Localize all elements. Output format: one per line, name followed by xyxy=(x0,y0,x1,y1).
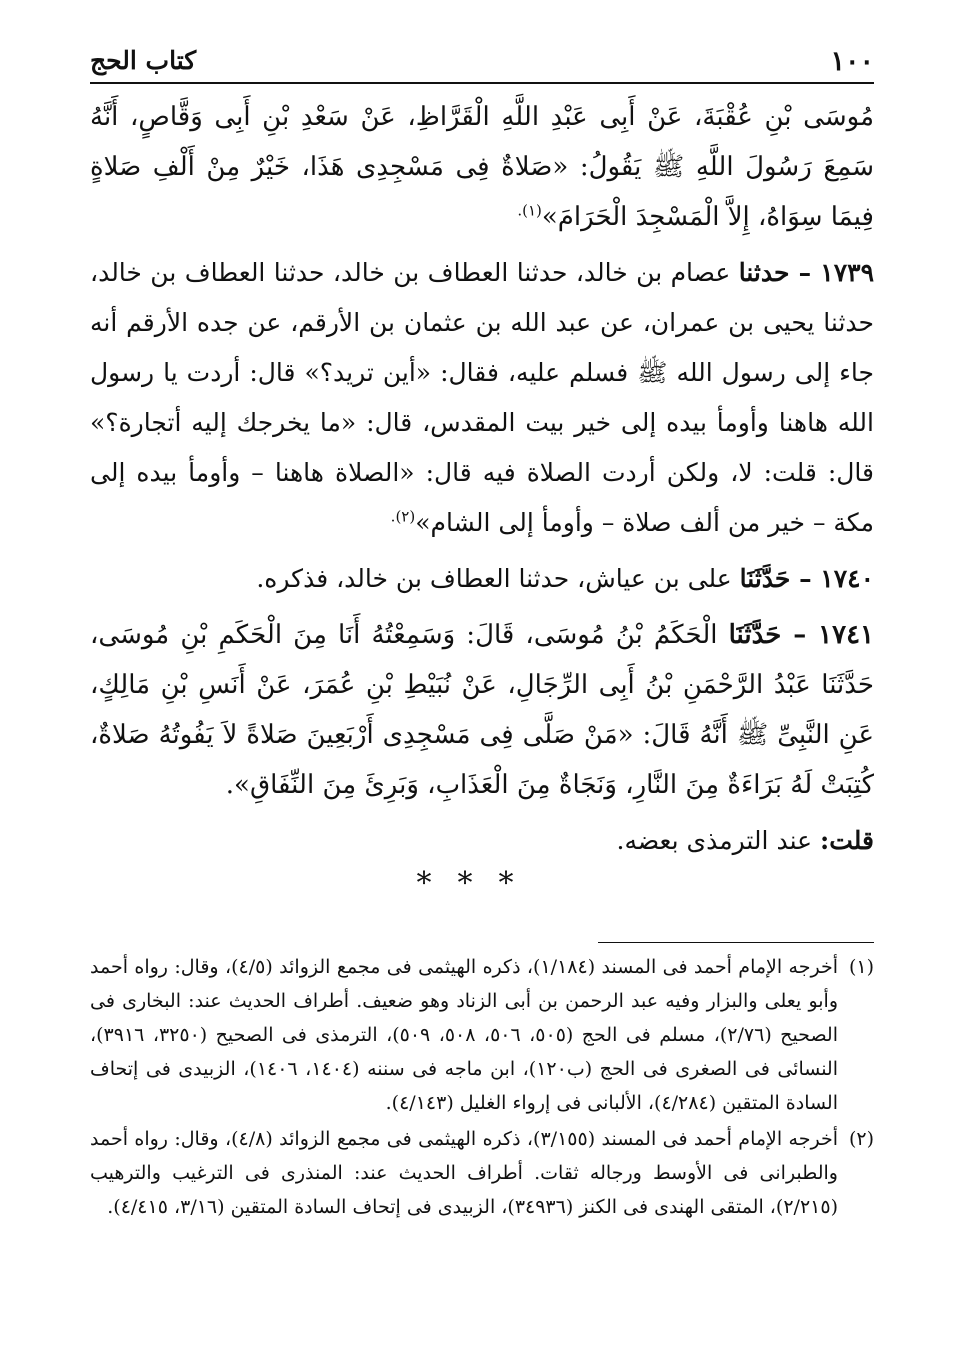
author-note xyxy=(90,816,874,866)
hadith-dash: – xyxy=(789,258,821,287)
footnote-text: أخرجه الإمام أحمد فى المسند (٣/١٥٥)، ذكره الهيثمى فى مجمع الزوائد (٤/٨)، وقال: رواه أحمد والطبرانى فى الأوسط ورجاله ثقات. أطراف الحديث عند: المنذرى فى الترغيب والترهيب (٢/٢١٥)، المتقى الهندى فى الكنز (٣٤٩٣٦)، الزبيدى فى إتحاف السادة المتقين (٣/١٦، ٤/٤١٥). xyxy=(90,1128,838,1218)
main-text xyxy=(90,92,874,866)
hadith-1740 xyxy=(90,554,874,604)
footnote-text: أخرجه الإمام أحمد فى المسند (١/١٨٤)، ذكره الهيثمى فى مجمع الزوائد (٤/٥)، وقال: رواه أحمد وأبو يعلى والبزار وفيه عبد الرحمن بن أبى الزناد وهو ضعيف. أطراف الحديث عند: البخارى فى الصحيح (٢/٧٦)، مسلم فى الحج (٥٠٥، ٥٠٦، ٥٠٨، ٥٠٩)، الترمذى فى الصحيح (٣٢٥٠، ٣٩١٦)، النسائى فى الصغرى فى الحج (ب١٢٠)، ابن ماجه فى سننه (١٤٠٤، ١٤٠٦)، الزبيدى فى إتحاف السادة المتقين (٤/٢٨٤)، الألبانى فى إرواء الغليل (٤/١٤٣). xyxy=(90,956,838,1114)
hadith-text: على بن عياش، حدثنا العطاف بن خالد، فذكره. xyxy=(256,564,740,593)
footnote-ref-2: (٢). xyxy=(390,507,416,526)
hadith-lead-word: حدثنا xyxy=(738,258,790,287)
hadith-text: عصام بن خالد، حدثنا العطاف بن خالد، حدثنا العطاف بن خالد، حدثنا يحيى بن عمران، عن عبد الله بن عثمان بن الأرقم، عن جده الأرقم أنه جاء إلى رسول الله ﷺ فسلم عليه، فقال: «أين تريد؟» قال: أردت يا رسول الله هاهنا وأومأ بيده إلى خير بيت المقدس، قال: «ما يخرجك إليه أتجارة؟» قال: قلت: لا، ولكن أردت الصلاة فيه قال: «الصلاة هاهنا – وأومأ بيده إلى مكة – خير من ألف صلاة – وأومأ إلى الشام» xyxy=(90,258,874,537)
hadith-lead-word: حَدَّثَنَا xyxy=(739,564,791,593)
hadith-1741 xyxy=(90,610,874,810)
hadith-number: ١٧٤٠ xyxy=(820,564,874,593)
footnote-divider xyxy=(598,942,874,943)
running-title: كتاب الحج xyxy=(90,46,197,75)
hadith-number: ١٧٣٩ xyxy=(820,258,874,287)
page-number: ١٠٠ xyxy=(830,46,874,77)
page-header xyxy=(90,38,874,84)
hadith-1739 xyxy=(90,248,874,548)
hadith-1738-continuation xyxy=(90,92,874,242)
hadith-number: ١٧٤١ xyxy=(818,620,874,650)
footnote-2 xyxy=(90,1122,874,1224)
note-label: قلت: xyxy=(819,826,874,855)
hadith-text: الْحَكَمُ بْنُ مُوسَى، قَالَ: وَسَمِعْتُهُ أَنَا مِنَ الْحَكَمِ بْنِ مُوسَى، حَدَّثَنَا عَبْدُ الرَّحْمَنِ بْنُ أَبِى الرِّجَالِ، عَنْ نُبَيْطِ بْنِ عُمَرَ، عَنْ أَنَسِ بْنِ مَالِكٍ، عَنِ النَّبِىِّ ﷺ أَنَّهُ قَالَ: «مَنْ صَلَّى فِى مَسْجِدِى أَرْبَعِينَ صَلاةً لاَ يَفُوتُهُ صَلاةٌ، كُتِبَتْ لَهُ بَرَاءَةٌ مِنَ النَّارِ، وَنَجَاةٌ مِنَ الْعَذَابِ، وَبَرِئَ مِنَ النِّفَاقِ». xyxy=(90,620,874,800)
footnote-ref-1: (١). xyxy=(517,201,542,220)
note-text: عند الترمذى بعضه. xyxy=(616,826,820,855)
hadith-text: مُوسَى بْنِ عُقْبَةَ، عَنْ أَبِى عَبْدِ اللَّهِ الْقَرَّاظِ، عَنْ سَعْدِ بْنِ أَبِى وَقَّاصٍ، أَنَّهُ سَمِعَ رَسُولَ اللَّهِ ﷺ يَقُولُ: «صَلاةٌ فِى مَسْجِدِى هَذَا، خَيْرٌ مِنْ أَلْفِ صَلاةٍ فِيمَا سِوَاهُ، إِلاَّ الْمَسْجِدَ الْحَرَامَ» xyxy=(90,102,874,232)
footnote-number: (١) xyxy=(848,956,874,978)
hadith-dash: – xyxy=(781,620,819,650)
footnote-number: (٢) xyxy=(848,1128,874,1150)
section-separator: *** xyxy=(416,866,540,901)
hadith-lead-word: حَدَّثَنَا xyxy=(728,620,782,650)
footnote-1 xyxy=(90,950,874,1120)
footnotes xyxy=(90,950,874,1224)
hadith-dash: – xyxy=(790,564,821,593)
